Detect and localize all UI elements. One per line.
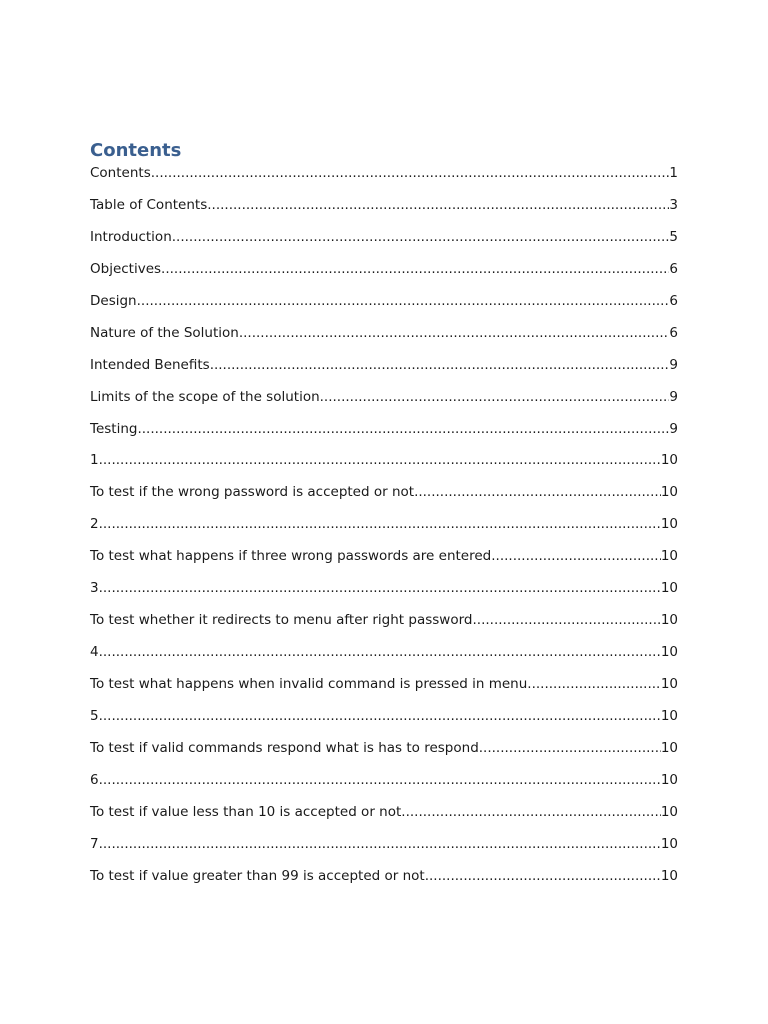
toc-dot-leader bbox=[161, 259, 669, 279]
toc-entry-page-number: 6 bbox=[669, 260, 678, 277]
toc-entry-title: To test if value less than 10 is accepted or not bbox=[90, 803, 402, 820]
toc-entry-title: Objectives bbox=[90, 260, 162, 277]
toc-entry[interactable] bbox=[90, 866, 678, 898]
toc-entry-page-number: 10 bbox=[660, 867, 678, 884]
toc-entry[interactable] bbox=[90, 834, 678, 866]
toc-dot-leader bbox=[99, 770, 661, 790]
toc-entry[interactable] bbox=[90, 674, 678, 706]
toc-entry[interactable] bbox=[90, 482, 678, 514]
table-of-contents bbox=[90, 139, 678, 898]
toc-dot-leader bbox=[210, 355, 670, 375]
toc-entry-page-number: 6 bbox=[669, 292, 678, 309]
toc-dot-leader bbox=[207, 195, 669, 215]
toc-entry[interactable] bbox=[90, 259, 678, 291]
toc-entry-page-number: 10 bbox=[660, 707, 678, 724]
toc-entry[interactable] bbox=[90, 514, 678, 546]
toc-entry[interactable] bbox=[90, 323, 678, 355]
toc-dot-leader bbox=[99, 578, 661, 598]
toc-entry-page-number: 10 bbox=[660, 644, 678, 661]
toc-entry[interactable] bbox=[90, 738, 678, 770]
toc-dot-leader bbox=[99, 642, 661, 662]
toc-dot-leader bbox=[401, 802, 661, 822]
toc-entry-page-number: 10 bbox=[660, 612, 678, 629]
toc-entry-title: 6 bbox=[90, 771, 99, 788]
toc-entry[interactable] bbox=[90, 610, 678, 642]
toc-list bbox=[90, 163, 678, 898]
toc-entry-page-number: 3 bbox=[669, 196, 678, 213]
toc-entry-title: To test what happens when invalid command is pressed in menu bbox=[90, 676, 528, 692]
toc-entry-page-number: 6 bbox=[669, 324, 678, 341]
toc-entry-title: 2 bbox=[90, 516, 99, 533]
toc-entry-title: To test if the wrong password is accepted or not bbox=[90, 484, 415, 501]
toc-entry-page-number: 10 bbox=[660, 548, 678, 565]
toc-entry-title: 4 bbox=[90, 644, 99, 661]
toc-entry-title: Introduction bbox=[90, 228, 172, 245]
toc-dot-leader bbox=[137, 419, 669, 439]
toc-dot-leader bbox=[479, 738, 661, 758]
toc-entry[interactable] bbox=[90, 802, 678, 834]
toc-dot-leader bbox=[414, 482, 661, 502]
toc-entry-title: Testing bbox=[90, 420, 138, 437]
toc-entry-page-number: 10 bbox=[660, 484, 678, 501]
toc-entry[interactable] bbox=[90, 770, 678, 802]
toc-entry[interactable] bbox=[90, 546, 678, 578]
toc-entry-page-number: 10 bbox=[660, 803, 678, 820]
toc-entry[interactable] bbox=[90, 195, 678, 227]
toc-entry-title: 5 bbox=[90, 707, 99, 724]
toc-entry-title: To test whether it redirects to menu after right password bbox=[90, 612, 473, 629]
toc-entry-title: 3 bbox=[90, 580, 99, 597]
toc-entry[interactable] bbox=[90, 227, 678, 259]
toc-entry-title: Table of Contents bbox=[90, 196, 208, 213]
toc-entry-page-number: 10 bbox=[660, 516, 678, 533]
toc-entry[interactable] bbox=[90, 706, 678, 738]
toc-entry[interactable] bbox=[90, 163, 678, 195]
toc-entry-page-number: 10 bbox=[660, 835, 678, 852]
toc-entry-title: 7 bbox=[90, 835, 99, 852]
toc-entry-title: To test what happens if three wrong passwords are entered bbox=[90, 548, 492, 565]
toc-entry-page-number: 5 bbox=[669, 228, 678, 245]
toc-dot-leader bbox=[527, 674, 661, 694]
toc-entry[interactable] bbox=[90, 578, 678, 610]
toc-dot-leader bbox=[239, 323, 670, 343]
toc-entry-title: Limits of the scope of the solution bbox=[90, 388, 320, 405]
toc-entry-page-number: 1 bbox=[669, 165, 678, 181]
toc-dot-leader bbox=[472, 610, 660, 630]
toc-entry-title: Design bbox=[90, 292, 137, 309]
toc-heading: Contents bbox=[90, 140, 182, 161]
toc-dot-leader bbox=[99, 706, 661, 726]
toc-dot-leader bbox=[491, 546, 661, 566]
toc-entry-title: Intended Benefits bbox=[90, 356, 210, 373]
toc-entry-title: To test if valid commands respond what is has to respond bbox=[90, 739, 479, 756]
toc-entry[interactable] bbox=[90, 387, 678, 419]
toc-dot-leader bbox=[425, 866, 661, 886]
toc-entry-title: 1 bbox=[90, 452, 99, 469]
toc-dot-leader bbox=[320, 387, 670, 407]
toc-dot-leader bbox=[99, 450, 661, 470]
toc-entry[interactable] bbox=[90, 291, 678, 323]
toc-entry-page-number: 10 bbox=[660, 739, 678, 756]
toc-entry-page-number: 10 bbox=[660, 676, 678, 692]
toc-entry-page-number: 10 bbox=[660, 771, 678, 788]
toc-entry[interactable] bbox=[90, 355, 678, 387]
toc-dot-leader bbox=[151, 163, 670, 183]
toc-entry-page-number: 10 bbox=[660, 452, 678, 469]
toc-dot-leader bbox=[172, 227, 670, 247]
toc-dot-leader bbox=[99, 834, 661, 854]
toc-dot-leader bbox=[99, 514, 661, 534]
toc-entry-page-number: 9 bbox=[669, 420, 678, 437]
toc-entry-page-number: 9 bbox=[669, 388, 678, 405]
toc-dot-leader bbox=[137, 291, 670, 311]
toc-entry-title: To test if value greater than 99 is accepted or not bbox=[90, 867, 425, 884]
toc-entry-title: Contents bbox=[90, 165, 151, 181]
toc-entry[interactable] bbox=[90, 450, 678, 482]
toc-entry-page-number: 10 bbox=[660, 580, 678, 597]
toc-entry[interactable] bbox=[90, 642, 678, 674]
toc-entry-page-number: 9 bbox=[669, 356, 678, 373]
toc-entry[interactable] bbox=[90, 419, 678, 451]
toc-entry-title: Nature of the Solution bbox=[90, 324, 239, 341]
